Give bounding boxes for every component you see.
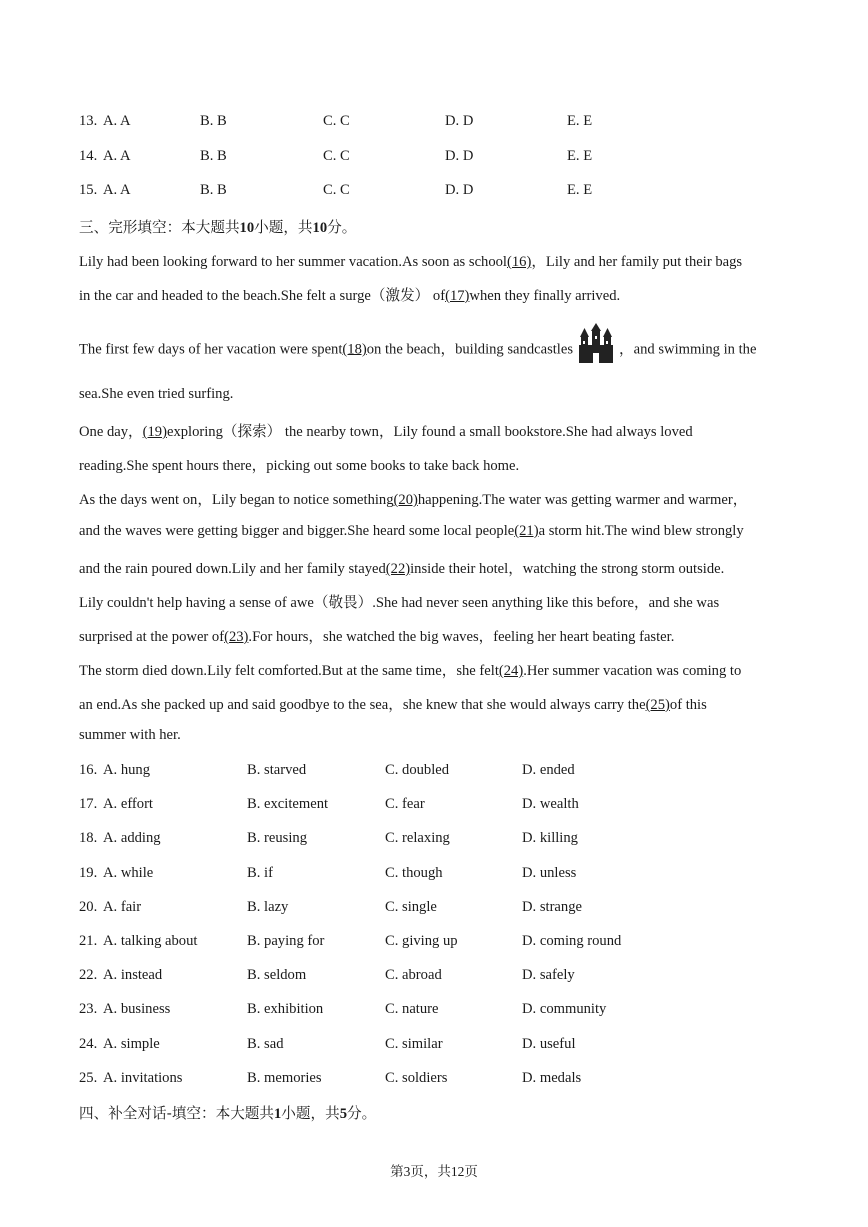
answer-option[interactable]: C. soldiers: [385, 1069, 448, 1086]
passage-line: sea.She even tried surfing.: [79, 386, 234, 402]
answer-option[interactable]: B. B: [200, 147, 227, 164]
answer-option[interactable]: B. if: [247, 864, 273, 881]
section-3-heading: 三、完形填空：本大题共10小题，共10分。: [79, 219, 357, 236]
question-number: 22.: [79, 967, 98, 984]
answer-option[interactable]: C. doubled: [385, 762, 450, 778]
answer-option[interactable]: C. giving up: [385, 933, 458, 949]
passage-line: As the days went on，Lily began to notice something(20)happening.The water was getting warmer and warmer，: [79, 492, 748, 508]
answer-option[interactable]: A. adding: [103, 830, 161, 847]
answer-option[interactable]: C. abroad: [385, 967, 442, 984]
answer-option[interactable]: D. useful: [522, 1035, 576, 1052]
answer-option[interactable]: A. while: [103, 864, 154, 881]
answer-option[interactable]: A. fair: [103, 898, 142, 915]
answer-option[interactable]: B. excitement: [247, 796, 329, 813]
question-number: 25.: [79, 1069, 98, 1086]
answer-option[interactable]: C. C: [323, 182, 350, 198]
question-number: 13.: [79, 113, 98, 129]
answer-option[interactable]: D. D: [445, 113, 474, 129]
answer-option[interactable]: A. invitations: [103, 1069, 183, 1086]
answer-option[interactable]: A. A: [103, 147, 131, 164]
blank-17: (17): [445, 288, 470, 304]
answer-option[interactable]: D. strange: [522, 898, 582, 915]
answer-option[interactable]: B. lazy: [247, 898, 289, 915]
answer-option[interactable]: A. hung: [103, 762, 151, 778]
answer-option[interactable]: D. medals: [522, 1069, 582, 1086]
answer-option[interactable]: D. unless: [522, 864, 577, 881]
blank-25: (25): [645, 697, 670, 713]
passage-line: reading.She spent hours there，picking out some books to take back home.: [79, 458, 520, 474]
section-4-heading: 四、补全对话-填空：本大题共1小题，共5分。: [79, 1105, 377, 1122]
castle-icon: [575, 323, 617, 365]
question-number: 15.: [79, 182, 98, 198]
answer-option[interactable]: C. though: [385, 864, 443, 881]
answer-option[interactable]: A. business: [103, 1001, 171, 1018]
answer-option[interactable]: A. effort: [103, 796, 153, 813]
answer-option[interactable]: B. seldom: [247, 967, 307, 984]
answer-option[interactable]: E. E: [567, 147, 593, 164]
passage-line: The storm died down.Lily felt comforted.But at the same time，she felt(24).Her summer vacation was coming to: [79, 663, 742, 679]
answer-option[interactable]: D. D: [445, 182, 474, 198]
blank-20: (20): [393, 492, 418, 508]
passage-line: and the rain poured down.Lily and her family stayed(22)inside their hotel，watching the strong storm outside.: [79, 561, 725, 577]
question-number: 19.: [79, 864, 98, 881]
blank-18: (18): [342, 341, 367, 358]
question-number: 21.: [79, 933, 98, 949]
blank-23: (23): [224, 629, 249, 645]
answer-option[interactable]: B. reusing: [247, 830, 307, 847]
answer-option[interactable]: C. single: [385, 898, 437, 915]
answer-option[interactable]: C. C: [323, 113, 350, 129]
question-number: 18.: [79, 830, 98, 847]
answer-option[interactable]: A. simple: [103, 1035, 160, 1052]
answer-option[interactable]: D. D: [445, 147, 474, 164]
blank-16: (16): [507, 254, 532, 270]
question-number: 23.: [79, 1001, 98, 1018]
passage-line: The first few days of her vacation were spent(18)on the beach，building sandcastles ，and swimming in the: [79, 335, 756, 365]
question-number: 20.: [79, 898, 98, 915]
question-number: 24.: [79, 1035, 98, 1052]
answer-option[interactable]: D. killing: [522, 830, 578, 847]
answer-option[interactable]: D. safely: [522, 967, 575, 984]
answer-option[interactable]: E. E: [567, 113, 593, 129]
answer-option[interactable]: B. B: [200, 113, 227, 129]
answer-option[interactable]: B. memories: [247, 1069, 322, 1086]
page-footer: 第3页，共12页: [390, 1164, 478, 1179]
answer-option[interactable]: B. B: [200, 182, 227, 198]
blank-19: (19): [142, 424, 167, 440]
answer-option[interactable]: C. fear: [385, 796, 425, 813]
blank-22: (22): [385, 561, 411, 577]
answer-option[interactable]: C. relaxing: [385, 830, 450, 847]
passage-line: and the waves were getting bigger and bigger.She heard some local people(21)a storm hit.The wind blew strongly: [79, 523, 744, 539]
passage-line: in the car and headed to the beach.She felt a surge（激发） of(17)when they finally arrived.: [79, 288, 621, 304]
answer-option[interactable]: B. exhibition: [247, 1001, 324, 1018]
passage-line: an end.As she packed up and said goodbye to the sea，she knew that she would always carry the(25)of this: [79, 697, 707, 713]
passage-line: One day，(19)exploring（探索） the nearby town，Lily found a small bookstore.She had always loved: [79, 424, 693, 440]
answer-option[interactable]: B. sad: [247, 1035, 284, 1052]
answer-option[interactable]: C. similar: [385, 1035, 443, 1052]
answer-option[interactable]: D. ended: [522, 762, 575, 778]
passage-line: summer with her.: [79, 727, 181, 743]
answer-option[interactable]: A. A: [103, 113, 131, 129]
blank-21: (21): [514, 523, 539, 539]
answer-option[interactable]: A. instead: [103, 967, 163, 984]
answer-option[interactable]: D. community: [522, 1001, 607, 1018]
blank-24: (24): [498, 663, 524, 679]
question-number: 17.: [79, 796, 98, 813]
answer-option[interactable]: E. E: [567, 182, 593, 198]
answer-option[interactable]: A. A: [103, 182, 131, 198]
question-number: 16.: [79, 762, 98, 778]
answer-option[interactable]: A. talking about: [103, 933, 198, 949]
question-number: 14.: [79, 147, 98, 164]
answer-option[interactable]: D. coming round: [522, 933, 622, 949]
answer-option[interactable]: C. C: [323, 147, 350, 164]
passage-line: Lily couldn't help having a sense of awe（敬畏）.She had never seen anything like this before，and she was: [79, 595, 720, 611]
answer-option[interactable]: C. nature: [385, 1001, 439, 1018]
passage-line: Lily had been looking forward to her summer vacation.As soon as school(16)，Lily and her family put their bags: [79, 254, 743, 270]
answer-option[interactable]: B. starved: [247, 762, 307, 778]
answer-option[interactable]: B. paying for: [247, 933, 325, 949]
passage-line: surprised at the power of(23).For hours，she watched the big waves，feeling her heart beating faster.: [79, 629, 675, 645]
answer-option[interactable]: D. wealth: [522, 796, 579, 813]
